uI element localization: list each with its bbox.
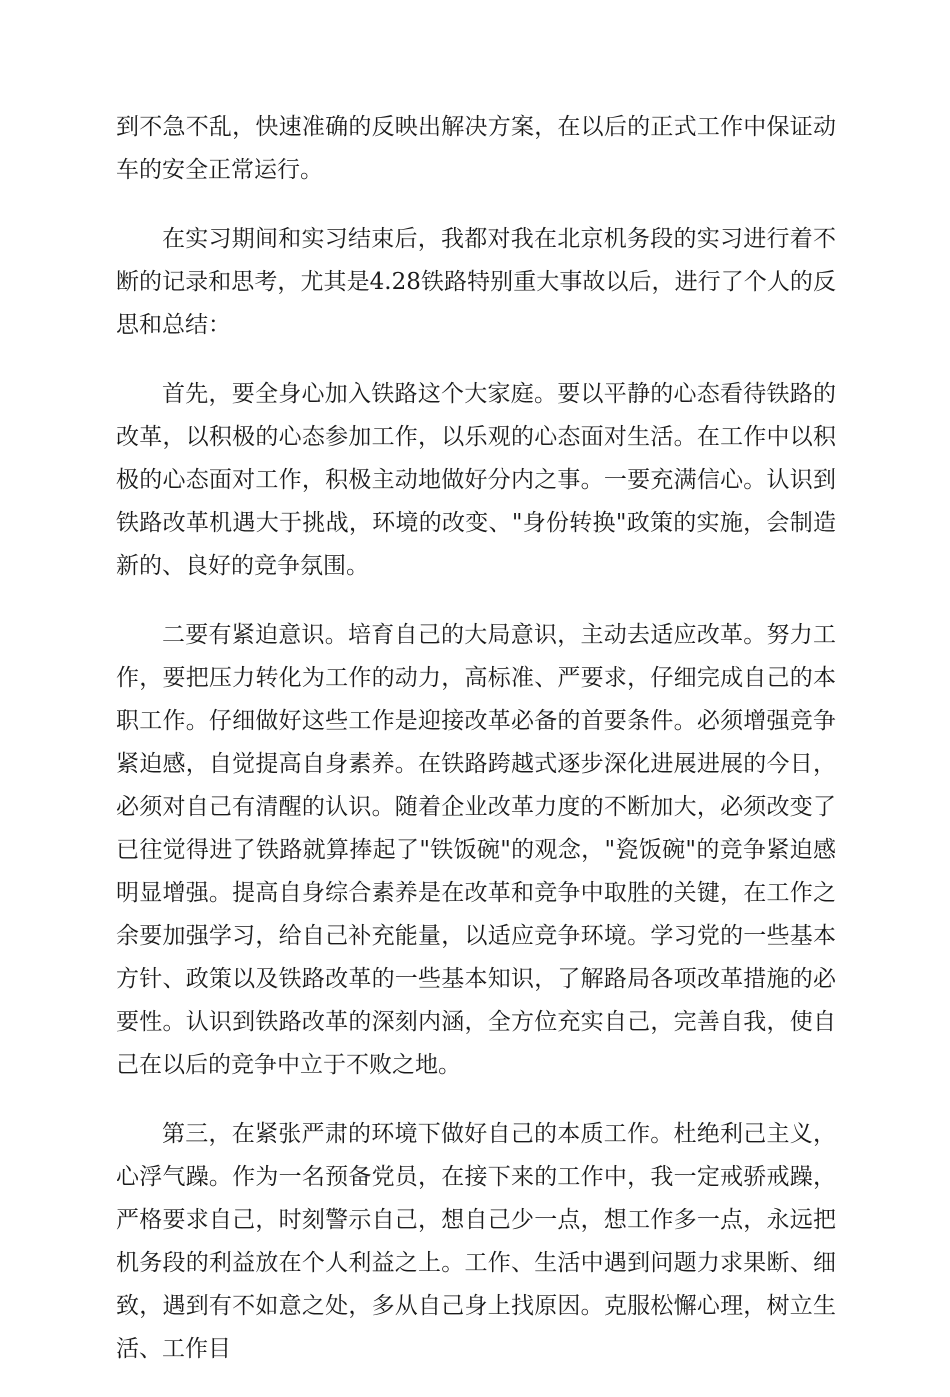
paragraph-4: 二要有紧迫意识。培育自己的大局意识，主动去适应改革。努力工作，要把压力转化为工作的动力，高标准、严要求，仔细完成自己的本职工作。仔细做好这些工作是迎接改革必备的首要条件。必须增强竞争紧迫感，自觉提高自身素养。在铁路跨越式逐步深化进展进展的今日，必须对自己有清醒的认识。随着企业改革力度的不断加大，必须改变了已往觉得进了铁路就算捧起了"铁饭碗"的观念，"瓷饭碗"的竞争紧迫感明显增强。提高自身综合素养是在改革和竞争中取胜的关键，在工作之余要加强学习，给自己补充能量，以适应竞争环境。学习党的一些基本方针、政策以及铁路改革的一些基本知识，了解路局各项改革措施的必要性。认识到铁路改革的深刻内涵，全方位充实自己，完善自我，使自己在以后的竞争中立于不败之地。 xyxy=(116,622,836,1078)
paragraph-5: 第三，在紧张严肃的环境下做好自己的本质工作。杜绝利己主义，心浮气躁。作为一名预备党员，在接下来的工作中，我一定戒骄戒躁，严格要求自己，时刻警示自己，想自己少一点，想工作多一点，永远把机务段的利益放在个人利益之上。工作、生活中遇到问题力求果断、细致，遇到有不如意之处，多从自己身上找原因。克服松懈心理，树立生活、工作目 xyxy=(116,1121,836,1362)
paragraph-1: 到不急不乱，快速准确的反映出解决方案，在以后的正式工作中保证动车的安全正常运行。 xyxy=(116,114,836,183)
paragraph-2: 在实习期间和实习结束后，我都对我在北京机务段的实习进行着不断的记录和思考，尤其是4.28铁路特别重大事故以后，进行了个人的反思和总结： xyxy=(116,226,836,338)
document-body xyxy=(116,106,836,1397)
paragraph-3: 首先，要全身心加入铁路这个大家庭。要以平静的心态看待铁路的改革，以积极的心态参加工作，以乐观的心态面对生活。在工作中以积极的心态面对工作，积极主动地做好分内之事。一要充满信心。认识到铁路改革机遇大于挑战，环境的改变、"身份转换"政策的实施，会制造新的、良好的竞争氛围。 xyxy=(116,381,836,579)
